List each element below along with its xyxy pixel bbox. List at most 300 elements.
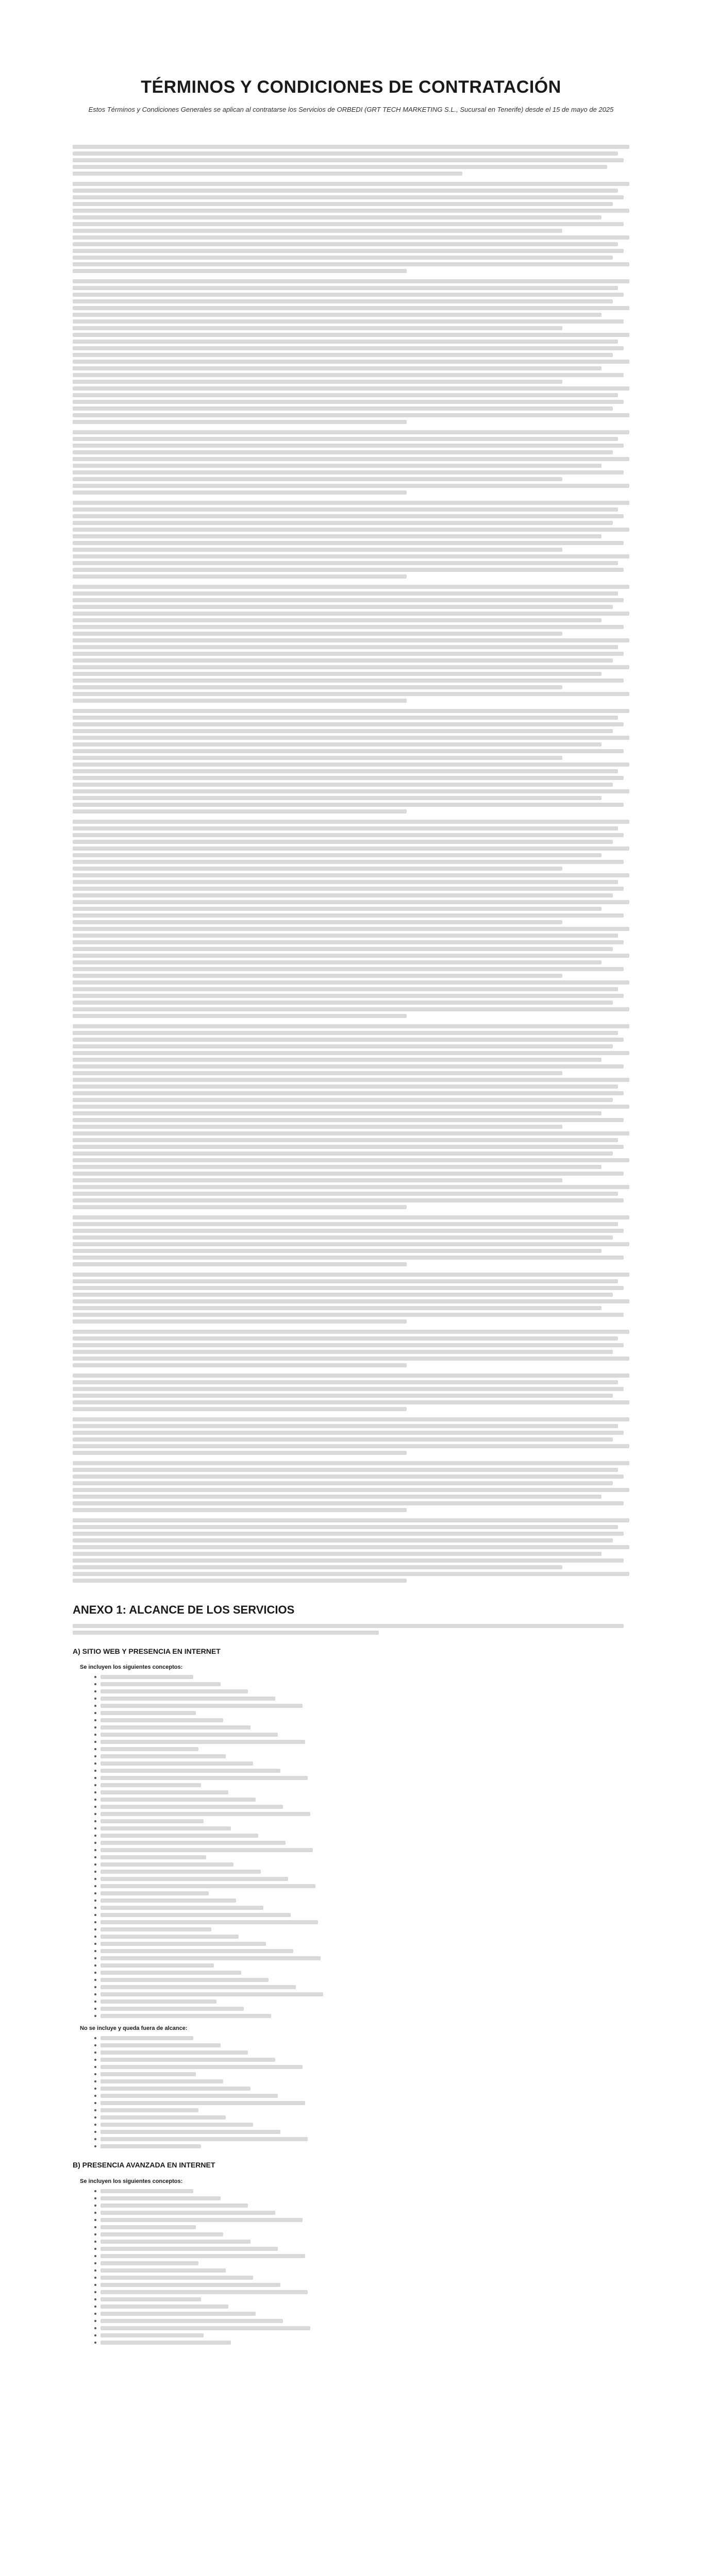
list-item — [94, 1855, 629, 1859]
list-item-text-placeholder — [101, 1740, 305, 1744]
list-item — [94, 2326, 629, 2330]
list-item — [94, 1870, 629, 1874]
list-item-text-placeholder — [101, 2225, 196, 2229]
list-item — [94, 2290, 629, 2294]
list-item — [94, 1927, 629, 1931]
list-item-text-placeholder — [101, 2211, 275, 2215]
list-item — [94, 1783, 629, 1787]
bullet-icon — [94, 2044, 96, 2046]
list-item — [94, 2130, 629, 2134]
list-item-text-placeholder — [101, 1956, 321, 1960]
clause-text-placeholder — [73, 182, 629, 273]
annex-section-a-excluded-list — [73, 2036, 629, 2148]
bullet-icon — [94, 2008, 96, 2010]
bullet-icon — [94, 1698, 96, 1700]
list-item — [94, 1798, 629, 1802]
bullet-icon — [94, 2145, 96, 2147]
bullet-icon — [94, 1813, 96, 1815]
bullet-icon — [94, 1914, 96, 1916]
list-item-text-placeholder — [101, 1841, 286, 1845]
bullet-icon — [94, 2306, 96, 2308]
list-item-text-placeholder — [101, 1826, 231, 1831]
bullet-icon — [94, 1806, 96, 1808]
list-item-text-placeholder — [101, 2333, 204, 2337]
list-item — [94, 2065, 629, 2069]
bullet-icon — [94, 2226, 96, 2228]
clause — [73, 501, 629, 579]
bullet-icon — [94, 1950, 96, 1952]
bullet-icon — [94, 1683, 96, 1685]
list-item — [94, 1906, 629, 1910]
bullet-icon — [94, 1892, 96, 1894]
list-item — [94, 1999, 629, 2004]
clause — [73, 1518, 629, 1583]
bullet-icon — [94, 1907, 96, 1909]
list-item — [94, 2333, 629, 2337]
bullet-icon — [94, 1957, 96, 1959]
list-item-text-placeholder — [101, 1761, 253, 1766]
list-item-text-placeholder — [101, 1906, 263, 1910]
list-item-text-placeholder — [101, 1978, 269, 1982]
list-item — [94, 1949, 629, 1953]
document-subtitle: Estos Términos y Condiciones Generales se aplican al contratarse los Servicios de ORBEDI (GRT TECH MARKETING S.L., Sucursal en Tenerife) desde el 15 de mayo de 2025 — [88, 106, 614, 113]
list-item — [94, 2283, 629, 2287]
list-item — [94, 1841, 629, 1845]
bullet-icon — [94, 1827, 96, 1829]
list-item-text-placeholder — [101, 1848, 313, 1852]
list-item-text-placeholder — [101, 2050, 248, 2055]
bullet-icon — [94, 1734, 96, 1736]
list-item-text-placeholder — [101, 2094, 278, 2098]
list-item — [94, 1675, 629, 1679]
annex-section-a-title: A) SITIO WEB Y PRESENCIA EN INTERNET — [73, 1647, 221, 1655]
list-item — [94, 1805, 629, 1809]
list-item-text-placeholder — [101, 2341, 231, 2345]
bullet-icon — [94, 1741, 96, 1743]
list-item-text-placeholder — [101, 1798, 256, 1802]
list-item — [94, 2072, 629, 2076]
list-item — [94, 1711, 629, 1715]
clause-text-placeholder — [73, 585, 629, 703]
list-item — [94, 2247, 629, 2251]
bullet-icon — [94, 2255, 96, 2257]
list-item-text-placeholder — [101, 1733, 278, 1737]
list-item-text-placeholder — [101, 2240, 250, 2244]
clause-text-placeholder — [73, 1374, 629, 1411]
list-item — [94, 1848, 629, 1852]
list-item — [94, 1992, 629, 1996]
bullet-icon — [94, 2277, 96, 2279]
list-item — [94, 2094, 629, 2098]
bullet-icon — [94, 2327, 96, 2329]
list-item — [94, 1747, 629, 1751]
bullet-icon — [94, 2262, 96, 2264]
list-item — [94, 2341, 629, 2345]
clause — [73, 1273, 629, 1324]
list-item — [94, 1899, 629, 1903]
list-item — [94, 2218, 629, 2222]
list-item-text-placeholder — [101, 2232, 223, 2236]
list-item-text-placeholder — [101, 1899, 236, 1903]
list-item — [94, 1826, 629, 1831]
list-item-text-placeholder — [101, 1949, 293, 1953]
list-item-text-placeholder — [101, 1776, 308, 1780]
list-item-text-placeholder — [101, 2079, 223, 2083]
list-item-text-placeholder — [101, 1682, 221, 1686]
bullet-icon — [94, 2138, 96, 2140]
list-item-text-placeholder — [101, 2123, 253, 2127]
clause — [73, 1330, 629, 1367]
list-item-text-placeholder — [101, 2043, 221, 2047]
clause — [73, 1417, 629, 1455]
list-item — [94, 1740, 629, 1744]
bullet-icon — [94, 1705, 96, 1707]
list-item — [94, 2050, 629, 2055]
clause-text-placeholder — [73, 1215, 629, 1266]
clause — [73, 709, 629, 814]
list-item — [94, 1978, 629, 1982]
list-item-text-placeholder — [101, 1819, 204, 1823]
annex-section-a-excluded: No se incluye y queda fuera de alcance: — [80, 2025, 188, 2032]
bullet-icon — [94, 2342, 96, 2344]
bullet-icon — [94, 1871, 96, 1873]
bullet-icon — [94, 1964, 96, 1967]
bullet-icon — [94, 2116, 96, 2119]
list-item-text-placeholder — [101, 1942, 266, 1946]
bullet-icon — [94, 1986, 96, 1988]
clause — [73, 430, 629, 495]
bullet-icon — [94, 1726, 96, 1728]
list-item-text-placeholder — [101, 1675, 193, 1679]
list-item-text-placeholder — [101, 1992, 323, 1996]
list-item-text-placeholder — [101, 2218, 303, 2222]
list-item — [94, 1718, 629, 1722]
bullet-icon — [94, 1842, 96, 1844]
bullet-icon — [94, 1791, 96, 1793]
bullet-icon — [94, 2059, 96, 2061]
list-item-text-placeholder — [101, 2036, 193, 2040]
list-item — [94, 1935, 629, 1939]
list-item-text-placeholder — [101, 1747, 198, 1751]
list-item-text-placeholder — [101, 2144, 201, 2148]
list-item — [94, 2043, 629, 2047]
bullet-icon — [94, 1856, 96, 1858]
list-item-text-placeholder — [101, 2319, 283, 2323]
bullet-icon — [94, 1777, 96, 1779]
annex-section-b-included-list — [73, 2189, 629, 2345]
list-item-text-placeholder — [101, 2065, 303, 2069]
list-item-text-placeholder — [101, 2130, 280, 2134]
list-item-text-placeholder — [101, 2283, 280, 2287]
list-item-text-placeholder — [101, 1718, 223, 1722]
list-item — [94, 2196, 629, 2200]
bullet-icon — [94, 1863, 96, 1866]
list-item-text-placeholder — [101, 2196, 221, 2200]
document-title: TÉRMINOS Y CONDICIONES DE CONTRATACIÓN — [141, 77, 561, 97]
list-item-text-placeholder — [101, 1783, 201, 1787]
list-item — [94, 1725, 629, 1730]
bullet-icon — [94, 2334, 96, 2336]
list-item-text-placeholder — [101, 2254, 305, 2258]
list-item — [94, 2261, 629, 2265]
bullet-icon — [94, 1979, 96, 1981]
list-item — [94, 2211, 629, 2215]
bullet-icon — [94, 2001, 96, 2003]
list-item-text-placeholder — [101, 1971, 241, 1975]
bullet-icon — [94, 2291, 96, 2293]
bullet-icon — [94, 1799, 96, 1801]
list-item-text-placeholder — [101, 1870, 261, 1874]
list-item — [94, 2232, 629, 2236]
list-item-text-placeholder — [101, 1689, 248, 1693]
list-item — [94, 2319, 629, 2323]
bullet-icon — [94, 2233, 96, 2235]
list-item-text-placeholder — [101, 2014, 271, 2018]
bullet-icon — [94, 2095, 96, 2097]
bullet-icon — [94, 2241, 96, 2243]
list-item — [94, 1942, 629, 1946]
clause-text-placeholder — [73, 1273, 629, 1324]
list-item-text-placeholder — [101, 2326, 310, 2330]
bullet-icon — [94, 2037, 96, 2039]
bullet-icon — [94, 2320, 96, 2322]
list-item-text-placeholder — [101, 1697, 275, 1701]
bullet-icon — [94, 2197, 96, 2199]
list-item — [94, 1985, 629, 1989]
bullet-icon — [94, 2190, 96, 2192]
bullet-icon — [94, 1885, 96, 1887]
terms-content — [73, 145, 629, 2345]
bullet-icon — [94, 1993, 96, 1995]
list-item — [94, 2297, 629, 2301]
bullet-icon — [94, 1755, 96, 1757]
list-item-text-placeholder — [101, 1985, 296, 1989]
list-item-text-placeholder — [101, 1834, 258, 1838]
list-item-text-placeholder — [101, 1790, 228, 1794]
annex-intro-placeholder — [73, 1624, 629, 1635]
clause — [73, 1461, 629, 1512]
list-item-text-placeholder — [101, 1805, 283, 1809]
bullet-icon — [94, 2298, 96, 2300]
clause — [73, 820, 629, 1018]
bullet-icon — [94, 1900, 96, 1902]
bullet-icon — [94, 2205, 96, 2207]
bullet-icon — [94, 2131, 96, 2133]
bullet-icon — [94, 1972, 96, 1974]
list-item-text-placeholder — [101, 2261, 198, 2265]
clause-text-placeholder — [73, 1518, 629, 1583]
list-item-text-placeholder — [101, 1855, 206, 1859]
bullet-icon — [94, 2080, 96, 2082]
bullet-icon — [94, 1878, 96, 1880]
bullet-icon — [94, 1676, 96, 1678]
list-item-text-placeholder — [101, 1769, 280, 1773]
clause — [73, 279, 629, 424]
bullet-icon — [94, 1943, 96, 1945]
list-item-text-placeholder — [101, 2290, 308, 2294]
list-item — [94, 2204, 629, 2208]
bullet-icon — [94, 2313, 96, 2315]
list-item — [94, 1790, 629, 1794]
list-item — [94, 2144, 629, 2148]
list-item-text-placeholder — [101, 1920, 318, 1924]
clause-text-placeholder — [73, 1417, 629, 1455]
list-item-text-placeholder — [101, 2072, 196, 2076]
list-item — [94, 1963, 629, 1968]
clause — [73, 1215, 629, 1266]
annex-section-a-included: Se incluyen los siguientes conceptos: — [80, 1664, 183, 1671]
bullet-icon — [94, 2015, 96, 2017]
list-item-text-placeholder — [101, 1999, 216, 2004]
annex-section-a-included-list — [73, 1675, 629, 2018]
list-item — [94, 2225, 629, 2229]
bullet-icon — [94, 1849, 96, 1851]
list-item — [94, 1819, 629, 1823]
clause — [73, 1374, 629, 1411]
list-item-text-placeholder — [101, 1963, 214, 1968]
list-item-text-placeholder — [101, 1877, 288, 1881]
clause-text-placeholder — [73, 430, 629, 495]
list-item — [94, 1689, 629, 1693]
list-item-text-placeholder — [101, 2297, 201, 2301]
list-item-text-placeholder — [101, 2108, 198, 2112]
list-item-text-placeholder — [101, 2268, 226, 2273]
bullet-icon — [94, 2066, 96, 2068]
bullet-icon — [94, 1690, 96, 1692]
list-item — [94, 2101, 629, 2105]
list-item — [94, 1862, 629, 1867]
bullet-icon — [94, 1820, 96, 1822]
list-item-text-placeholder — [101, 2304, 228, 2309]
list-item-text-placeholder — [101, 1927, 211, 1931]
list-item-text-placeholder — [101, 1862, 233, 1867]
list-item — [94, 2058, 629, 2062]
list-item — [94, 1697, 629, 1701]
list-item — [94, 2108, 629, 2112]
list-item-text-placeholder — [101, 2312, 256, 2316]
bullet-icon — [94, 2109, 96, 2111]
list-item-text-placeholder — [101, 1891, 209, 1895]
list-item — [94, 1704, 629, 1708]
list-item-text-placeholder — [101, 2007, 244, 2011]
bullet-icon — [94, 1770, 96, 1772]
list-item-text-placeholder — [101, 1913, 291, 1917]
list-item-text-placeholder — [101, 2137, 308, 2141]
list-item — [94, 1971, 629, 1975]
list-item — [94, 1877, 629, 1881]
list-item-text-placeholder — [101, 2276, 253, 2280]
list-item-text-placeholder — [101, 2058, 275, 2062]
clause — [73, 182, 629, 273]
list-item — [94, 2123, 629, 2127]
list-item-text-placeholder — [101, 1935, 239, 1939]
list-item — [94, 1834, 629, 1838]
clause-text-placeholder — [73, 279, 629, 424]
document-header — [0, 0, 702, 124]
annex-section-b-included: Se incluyen los siguientes conceptos: — [80, 2178, 183, 2185]
intro-paragraph-placeholder — [73, 145, 629, 176]
clause-text-placeholder — [73, 1024, 629, 1209]
list-item-text-placeholder — [101, 1725, 250, 1730]
list-item-text-placeholder — [101, 2101, 305, 2105]
bullet-icon — [94, 2219, 96, 2221]
list-item — [94, 1761, 629, 1766]
bullet-icon — [94, 1719, 96, 1721]
list-item — [94, 1769, 629, 1773]
bullet-icon — [94, 2248, 96, 2250]
list-item — [94, 1913, 629, 1917]
list-item-text-placeholder — [101, 1884, 315, 1888]
list-item — [94, 2115, 629, 2120]
list-item — [94, 1891, 629, 1895]
bullet-icon — [94, 1784, 96, 1786]
list-item — [94, 1884, 629, 1888]
clause — [73, 585, 629, 703]
clause-text-placeholder — [73, 1461, 629, 1512]
clause-text-placeholder — [73, 1330, 629, 1367]
list-item — [94, 1776, 629, 1780]
list-item — [94, 2268, 629, 2273]
list-item — [94, 2189, 629, 2193]
list-item — [94, 2087, 629, 2091]
list-item-text-placeholder — [101, 2204, 248, 2208]
list-item — [94, 2079, 629, 2083]
list-item — [94, 2007, 629, 2011]
clause-text-placeholder — [73, 709, 629, 814]
bullet-icon — [94, 2073, 96, 2075]
bullet-icon — [94, 1921, 96, 1923]
clauses-list — [73, 182, 629, 1583]
bullet-icon — [94, 2284, 96, 2286]
bullet-icon — [94, 1748, 96, 1750]
list-item-text-placeholder — [101, 1711, 196, 1715]
list-item — [94, 2036, 629, 2040]
clause-text-placeholder — [73, 820, 629, 1018]
list-item-text-placeholder — [101, 1754, 226, 1758]
list-item-text-placeholder — [101, 1812, 310, 1816]
list-item-text-placeholder — [101, 2247, 278, 2251]
list-item — [94, 2304, 629, 2309]
list-item — [94, 2312, 629, 2316]
annex-title: ANEXO 1: ALCANCE DE LOS SERVICIOS — [73, 1603, 295, 1616]
bullet-icon — [94, 2212, 96, 2214]
bullet-icon — [94, 1762, 96, 1765]
list-item — [94, 1682, 629, 1686]
list-item — [94, 2276, 629, 2280]
bullet-icon — [94, 1712, 96, 1714]
clause — [73, 1024, 629, 1209]
bullet-icon — [94, 2102, 96, 2104]
list-item — [94, 2137, 629, 2141]
list-item — [94, 1754, 629, 1758]
list-item-text-placeholder — [101, 2189, 193, 2193]
list-item — [94, 2240, 629, 2244]
annex-section-b-title: B) PRESENCIA AVANZADA EN INTERNET — [73, 2161, 215, 2170]
bullet-icon — [94, 1936, 96, 1938]
list-item — [94, 1733, 629, 1737]
bullet-icon — [94, 1928, 96, 1930]
bullet-icon — [94, 2088, 96, 2090]
bullet-icon — [94, 2124, 96, 2126]
list-item — [94, 1812, 629, 1816]
list-item — [94, 1920, 629, 1924]
bullet-icon — [94, 2269, 96, 2272]
list-item-text-placeholder — [101, 2115, 226, 2120]
bullet-icon — [94, 1835, 96, 1837]
list-item-text-placeholder — [101, 2087, 250, 2091]
list-item — [94, 2014, 629, 2018]
bullet-icon — [94, 2052, 96, 2054]
